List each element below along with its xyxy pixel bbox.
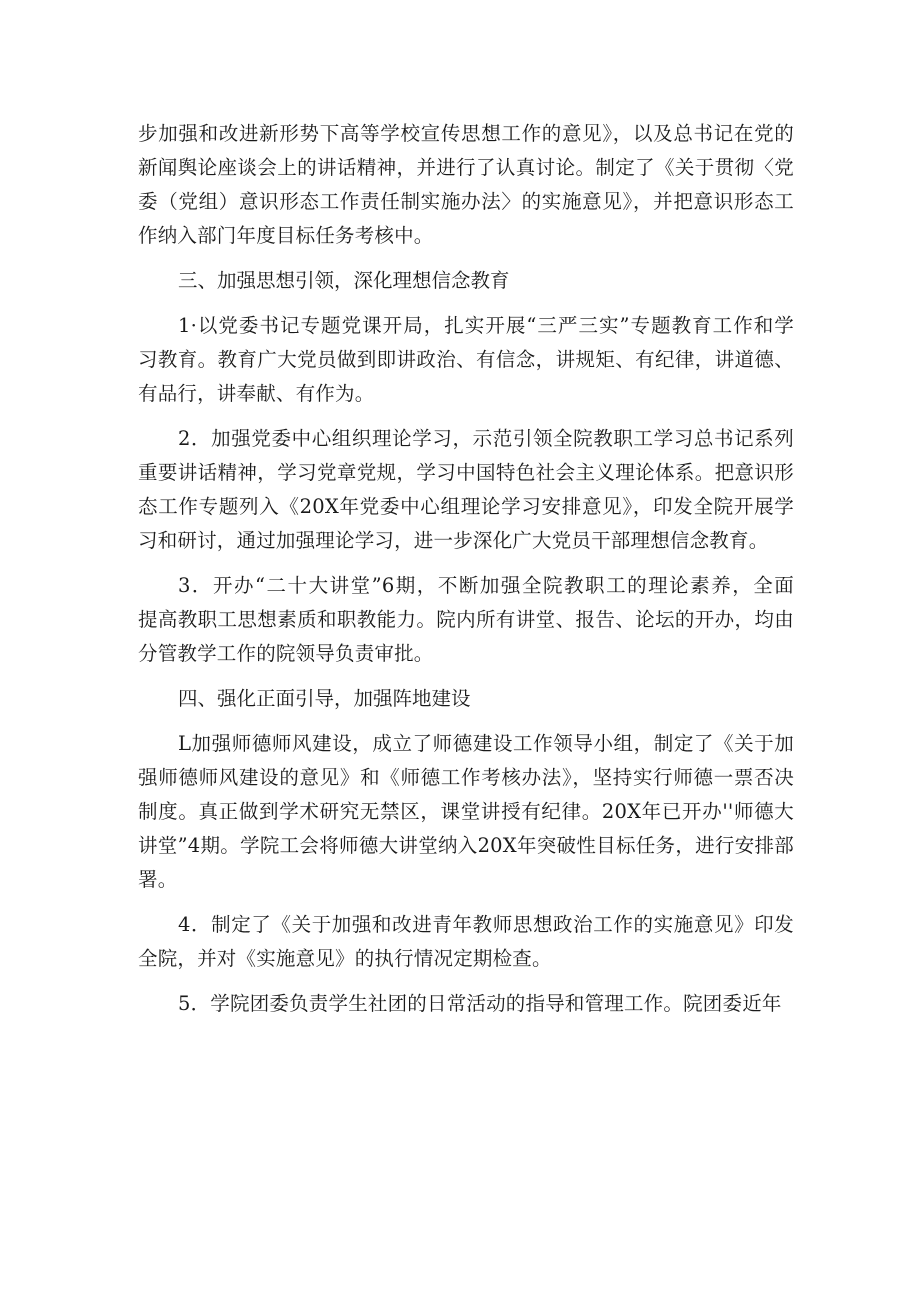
- paragraph: [138, 908, 794, 976]
- text-line: 4．制定了《关于加强和改进青年教师思想政治工作的实施意见》印发: [178, 913, 794, 936]
- text-line: 制度。真正做到学术研究无禁区，课堂讲授有纪律。20X年已开办''师德大: [138, 800, 794, 823]
- section-heading: 四、强化正面引导，加强阵地建设: [178, 687, 471, 710]
- paragraph: [138, 309, 794, 411]
- paragraph: [138, 117, 794, 253]
- paragraph: [138, 727, 794, 897]
- text-line: 分管教学工作的院领导负责审批。: [138, 642, 434, 665]
- paragraph: [138, 987, 794, 1021]
- text-line: 新闻舆论座谈会上的讲话精神，并进行了认真讨论。制定了《关于贯彻〈党: [138, 156, 794, 179]
- text-line: 有品行，讲奉献、有作为。: [138, 382, 375, 405]
- text-line: 署。: [138, 868, 178, 891]
- text-line: 作纳入部门年度目标任务考核中。: [138, 224, 434, 247]
- paragraph: [138, 422, 794, 558]
- text-line: 提高教职工思想素质和职教能力。院内所有讲堂、报告、论坛的开办，均由: [138, 608, 794, 631]
- text-line: L加强师德师风建设，成立了师德建设工作领导小组，制定了《关于加: [178, 732, 794, 755]
- text-line: 全院，并对《实施意见》的执行情况定期检查。: [138, 947, 552, 970]
- text-line: 重要讲话精神，学习党章党规，学习中国特色社会主义理论体系。把意识形: [138, 461, 794, 484]
- text-line: 3．开办“二十大讲堂”6期，不断加强全院教职工的理论素养，全面: [178, 574, 794, 597]
- text-line: 委（党组）意识形态工作责任制实施办法〉的实施意见》，并把意识形态工: [138, 190, 794, 213]
- text-line: 5．学院团委负责学生社团的日常活动的指导和管理工作。院团委近年: [178, 992, 782, 1015]
- document-page: [138, 117, 794, 1021]
- section-heading: 三、加强思想引领，深化理想信念教育: [178, 269, 510, 292]
- text-line: 态工作专题列入《20X年党委中心组理论学习安排意见》，印发全院开展学: [138, 495, 794, 518]
- text-line: 强师德师风建设的意见》和《师德工作考核办法》，坚持实行师德一票否决: [138, 766, 794, 789]
- paragraph: [138, 569, 794, 671]
- text-line: 习和研讨，通过加强理论学习，进一步深化广大党员干部理想信念教育。: [138, 529, 769, 552]
- text-line: 1·以党委书记专题党课开局，扎实开展“三严三实”专题教育工作和学: [178, 314, 794, 337]
- text-line: 习教育。教育广大党员做到即讲政治、有信念，讲规矩、有纪律，讲道德、: [138, 348, 794, 371]
- text-line: 步加强和改进新形势下高等学校宣传思想工作的意见》，以及总书记在党的: [138, 122, 794, 145]
- text-line: 讲堂”4期。学院工会将师德大讲堂纳入20X年突破性目标任务，进行安排部: [138, 834, 794, 857]
- text-line: 2．加强党委中心组织理论学习，示范引领全院教职工学习总书记系列: [178, 427, 794, 450]
